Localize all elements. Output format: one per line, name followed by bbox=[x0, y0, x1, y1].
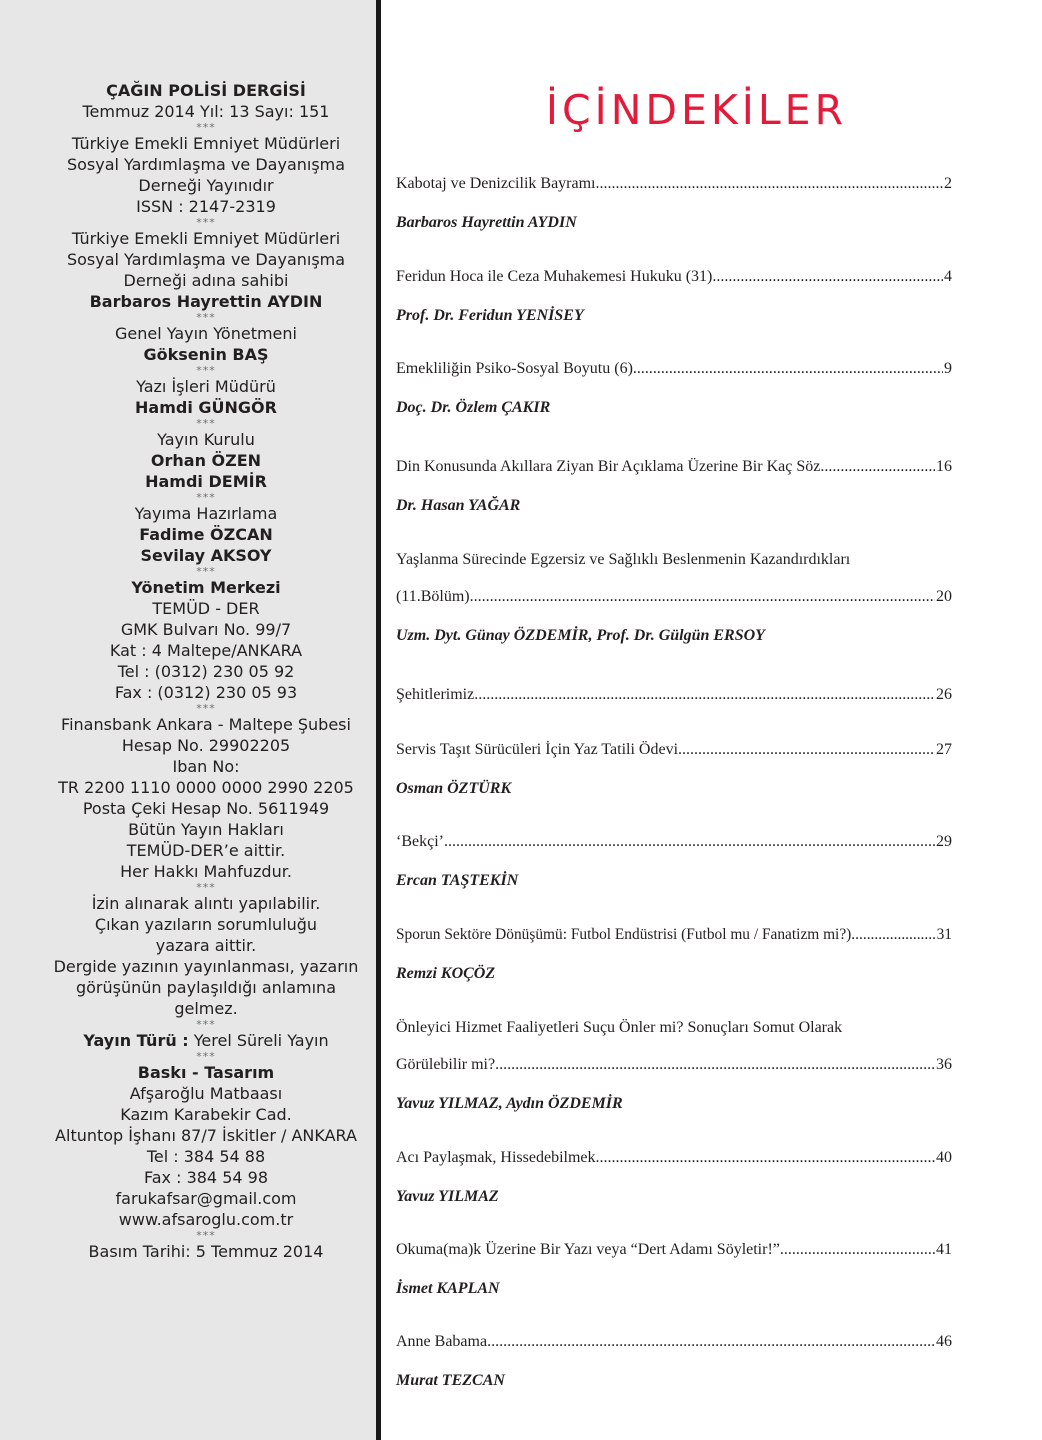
toc-page-number: 4 bbox=[944, 268, 952, 285]
toc-line bbox=[396, 359, 952, 379]
separator: *** bbox=[196, 1229, 216, 1242]
hq-line: Kat : 4 Maltepe/ANKARA bbox=[109, 641, 303, 660]
toc-entry-author: Yavuz YILMAZ bbox=[396, 1188, 499, 1205]
toc-line bbox=[396, 587, 952, 607]
toc-entry-author: Uzm. Dyt. Günay ÖZDEMİR, Prof. Dr. Gülgün ERSOY bbox=[396, 627, 765, 644]
toc-entry-title: Servis Taşıt Sürücüleri İçin Yaz Tatili Ödevi bbox=[396, 741, 679, 758]
general-editor-name: Göksenin BAŞ bbox=[143, 345, 269, 364]
toc-line bbox=[396, 685, 952, 705]
board-label: Yayın Kurulu bbox=[157, 430, 255, 449]
issn: ISSN : 2147-2319 bbox=[136, 197, 276, 216]
toc-entry-author: Yavuz YILMAZ, Aydın ÖZDEMİR bbox=[396, 1095, 623, 1112]
note-line: gelmez. bbox=[174, 999, 238, 1018]
hq-label: Yönetim Merkezi bbox=[131, 578, 281, 597]
toc-page-number: 26 bbox=[936, 686, 952, 703]
toc-entry bbox=[396, 1332, 952, 1392]
toc-page-number: 16 bbox=[936, 458, 952, 475]
toc-entry-title: (11.Bölüm) bbox=[396, 588, 470, 605]
rights-line: Her Hakkı Mahfuzdur. bbox=[120, 862, 292, 881]
toc-line bbox=[396, 1332, 952, 1352]
toc-entry-title: Görülebilir mi? bbox=[396, 1056, 496, 1073]
toc-entry-author: Prof. Dr. Feridun YENİSEY bbox=[396, 307, 584, 324]
print-email: farukafsar@gmail.com bbox=[115, 1189, 297, 1208]
toc-entry bbox=[396, 832, 952, 892]
toc-entry bbox=[396, 685, 952, 705]
leader-dots bbox=[633, 359, 943, 379]
toc-entry-title: Anne Babama bbox=[396, 1333, 488, 1350]
toc-page-number: 40 bbox=[936, 1149, 952, 1166]
toc-entry bbox=[396, 267, 952, 327]
toc-page-number: 31 bbox=[936, 926, 952, 943]
publication-type-value: Yerel Süreli Yayın bbox=[188, 1031, 329, 1050]
toc-entry-title: Kabotaj ve Denizcilik Bayramı bbox=[396, 175, 596, 192]
toc-line bbox=[396, 1148, 952, 1168]
toc-entry-author: Barbaros Hayrettin AYDIN bbox=[396, 214, 577, 231]
toc-title: İÇİNDEKİLER bbox=[545, 86, 848, 134]
toc-entry-title-line: Yaşlanma Sürecinde Egzersiz ve Sağlıklı Beslenmenin Kazandırdıkları bbox=[396, 551, 851, 568]
publication-type-label: Yayın Türü : bbox=[83, 1031, 189, 1050]
toc-entry-title-line: Önleyici Hizmet Faaliyetleri Suçu Önler mi? Sonuçları Somut Olarak bbox=[396, 1019, 843, 1036]
separator: *** bbox=[196, 881, 216, 894]
toc-line bbox=[396, 832, 952, 852]
toc-entry-author: Dr. Hasan YAĞAR bbox=[396, 497, 521, 514]
leader-dots bbox=[780, 1240, 935, 1260]
toc-entry bbox=[396, 925, 952, 985]
hq-phone: Tel : (0312) 230 05 92 bbox=[117, 662, 295, 681]
leader-dots bbox=[444, 832, 935, 852]
toc-page-number: 9 bbox=[944, 360, 952, 377]
print-phone: Tel : 384 54 88 bbox=[146, 1147, 266, 1166]
toc-entry bbox=[396, 1148, 952, 1208]
toc-entry bbox=[396, 550, 952, 647]
leader-dots bbox=[495, 1055, 935, 1075]
leader-dots bbox=[851, 925, 935, 945]
board-member: Orhan ÖZEN bbox=[150, 451, 262, 470]
rights-line: Bütün Yayın Hakları bbox=[128, 820, 284, 839]
publication-type bbox=[16, 1030, 396, 1051]
toc-entry bbox=[396, 174, 952, 234]
managing-editor-label: Yazı İşleri Müdürü bbox=[136, 377, 276, 396]
leader-dots bbox=[712, 267, 943, 287]
toc-entry-title: Din Konusunda Akıllara Ziyan Bir Açıklama Üzerine Bir Kaç Söz bbox=[396, 458, 821, 475]
toc-page-number: 27 bbox=[936, 741, 952, 758]
bank-line: Finansbank Ankara - Maltepe Şubesi bbox=[61, 715, 351, 734]
print-date: Basım Tarihi: 5 Temmuz 2014 bbox=[88, 1242, 324, 1261]
toc-entry-title: Sporun Sektöre Dönüşümü: Futbol Endüstrisi (Futbol mu / Fanatizm mi?) bbox=[396, 926, 852, 943]
toc-page-number: 2 bbox=[944, 175, 952, 192]
toc-entry-author: Osman ÖZTÜRK bbox=[396, 780, 512, 797]
toc-entry-title: Şehitlerimiz bbox=[396, 686, 475, 703]
bank-line: Posta Çeki Hesap No. 5611949 bbox=[82, 799, 330, 818]
print-line: Afşaroğlu Matbaası bbox=[129, 1084, 283, 1103]
toc-line bbox=[396, 1055, 952, 1075]
issue-info: Temmuz 2014 Yıl: 13 Sayı: 151 bbox=[82, 102, 330, 121]
toc-line bbox=[396, 267, 952, 287]
toc-line bbox=[396, 174, 952, 194]
rights-line: TEMÜD-DER’e aittir. bbox=[126, 841, 286, 860]
hq-line: TEMÜD - DER bbox=[152, 599, 260, 618]
toc-line bbox=[396, 740, 952, 760]
general-editor-label: Genel Yayın Yönetmeni bbox=[115, 324, 297, 343]
separator: *** bbox=[196, 311, 216, 324]
toc-entry bbox=[396, 457, 952, 517]
prep-member: Sevilay AKSOY bbox=[140, 546, 272, 565]
toc-page-number: 29 bbox=[936, 833, 952, 850]
separator: *** bbox=[196, 702, 216, 715]
toc-entry-author: Doç. Dr. Özlem ÇAKIR bbox=[396, 399, 551, 416]
magazine-name: ÇAĞIN POLİSİ DERGİSİ bbox=[106, 81, 306, 100]
toc-line bbox=[396, 1240, 952, 1260]
owner-name: Barbaros Hayrettin AYDIN bbox=[89, 292, 323, 311]
leader-dots bbox=[595, 174, 943, 194]
leader-dots bbox=[470, 587, 935, 607]
print-label: Baskı - Tasarım bbox=[137, 1063, 275, 1082]
note-line: yazara aittir. bbox=[155, 936, 257, 955]
prep-label: Yayıma Hazırlama bbox=[134, 504, 278, 523]
print-line: Altuntop İşhanı 87/7 İskitler / ANKARA bbox=[55, 1126, 357, 1145]
separator: *** bbox=[196, 491, 216, 504]
toc-line bbox=[396, 925, 952, 945]
leader-dots bbox=[474, 685, 935, 705]
note-line: görüşünün paylaşıldığı anlamına bbox=[75, 978, 336, 997]
hq-fax: Fax : (0312) 230 05 93 bbox=[114, 683, 298, 702]
print-fax: Fax : 384 54 98 bbox=[144, 1168, 268, 1187]
print-line: Kazım Karabekir Cad. bbox=[120, 1105, 292, 1124]
leader-dots bbox=[820, 457, 935, 477]
toc-entry-title: Feridun Hoca ile Ceza Muhakemesi Hukuku (31) bbox=[396, 268, 713, 285]
leader-dots bbox=[678, 740, 935, 760]
toc-page-number: 41 bbox=[936, 1241, 952, 1258]
publisher-line: Derneği Yayınıdır bbox=[138, 176, 274, 195]
bank-line: TR 2200 1110 0000 0000 2990 2205 bbox=[58, 778, 354, 797]
owner-line: Sosyal Yardımlaşma ve Dayanışma bbox=[66, 250, 346, 269]
separator: *** bbox=[196, 417, 216, 430]
separator: *** bbox=[196, 216, 216, 229]
toc-entry bbox=[396, 359, 952, 419]
toc-entry-title: Okuma(ma)k Üzerine Bir Yazı veya “Dert Adamı Söyletir!” bbox=[396, 1241, 780, 1258]
board-member: Hamdi DEMİR bbox=[145, 472, 267, 491]
imprint-block bbox=[16, 80, 396, 1262]
leader-dots bbox=[487, 1332, 935, 1352]
toc-entry-author: Ercan TAŞTEKİN bbox=[396, 872, 519, 889]
leader-dots bbox=[596, 1148, 935, 1168]
bank-line: Hesap No. 29902205 bbox=[121, 736, 291, 755]
hq-line: GMK Bulvarı No. 99/7 bbox=[120, 620, 292, 639]
separator: *** bbox=[196, 1018, 216, 1031]
toc-page-number: 46 bbox=[936, 1333, 952, 1350]
toc-entry-author: İsmet KAPLAN bbox=[396, 1280, 500, 1297]
toc-entry-author: Murat TEZCAN bbox=[396, 1372, 505, 1389]
note-line: Çıkan yazıların sorumluluğu bbox=[94, 915, 318, 934]
separator: *** bbox=[196, 121, 216, 134]
bank-line: Iban No: bbox=[172, 757, 240, 776]
separator: *** bbox=[196, 364, 216, 377]
toc-entry-title: ‘Bekçi’ bbox=[396, 833, 444, 850]
toc-entry-title: Emekliliğin Psiko-Sosyal Boyutu (6) bbox=[396, 360, 633, 377]
publisher-line: Sosyal Yardımlaşma ve Dayanışma bbox=[66, 155, 346, 174]
separator: *** bbox=[196, 1050, 216, 1063]
toc-entry bbox=[396, 1240, 952, 1300]
owner-line: Türkiye Emekli Emniyet Müdürleri bbox=[71, 229, 341, 248]
owner-line: Derneği adına sahibi bbox=[123, 271, 289, 290]
prep-member: Fadime ÖZCAN bbox=[139, 525, 273, 544]
toc-entry-title: Acı Paylaşmak, Hissedebilmek bbox=[396, 1149, 596, 1166]
toc-line bbox=[396, 457, 952, 477]
note-line: Dergide yazının yayınlanması, yazarın bbox=[53, 957, 359, 976]
managing-editor-name: Hamdi GÜNGÖR bbox=[135, 398, 277, 417]
toc-entry-author: Remzi KOÇÖZ bbox=[396, 965, 496, 982]
toc-entry bbox=[396, 740, 952, 800]
toc-page-number: 36 bbox=[936, 1056, 952, 1073]
toc-page-number: 20 bbox=[936, 588, 952, 605]
toc-entry bbox=[396, 1018, 952, 1115]
note-line: İzin alınarak alıntı yapılabilir. bbox=[91, 894, 321, 913]
print-website: www.afsaroglu.com.tr bbox=[118, 1210, 294, 1229]
publisher-line: Türkiye Emekli Emniyet Müdürleri bbox=[71, 134, 341, 153]
separator: *** bbox=[196, 565, 216, 578]
